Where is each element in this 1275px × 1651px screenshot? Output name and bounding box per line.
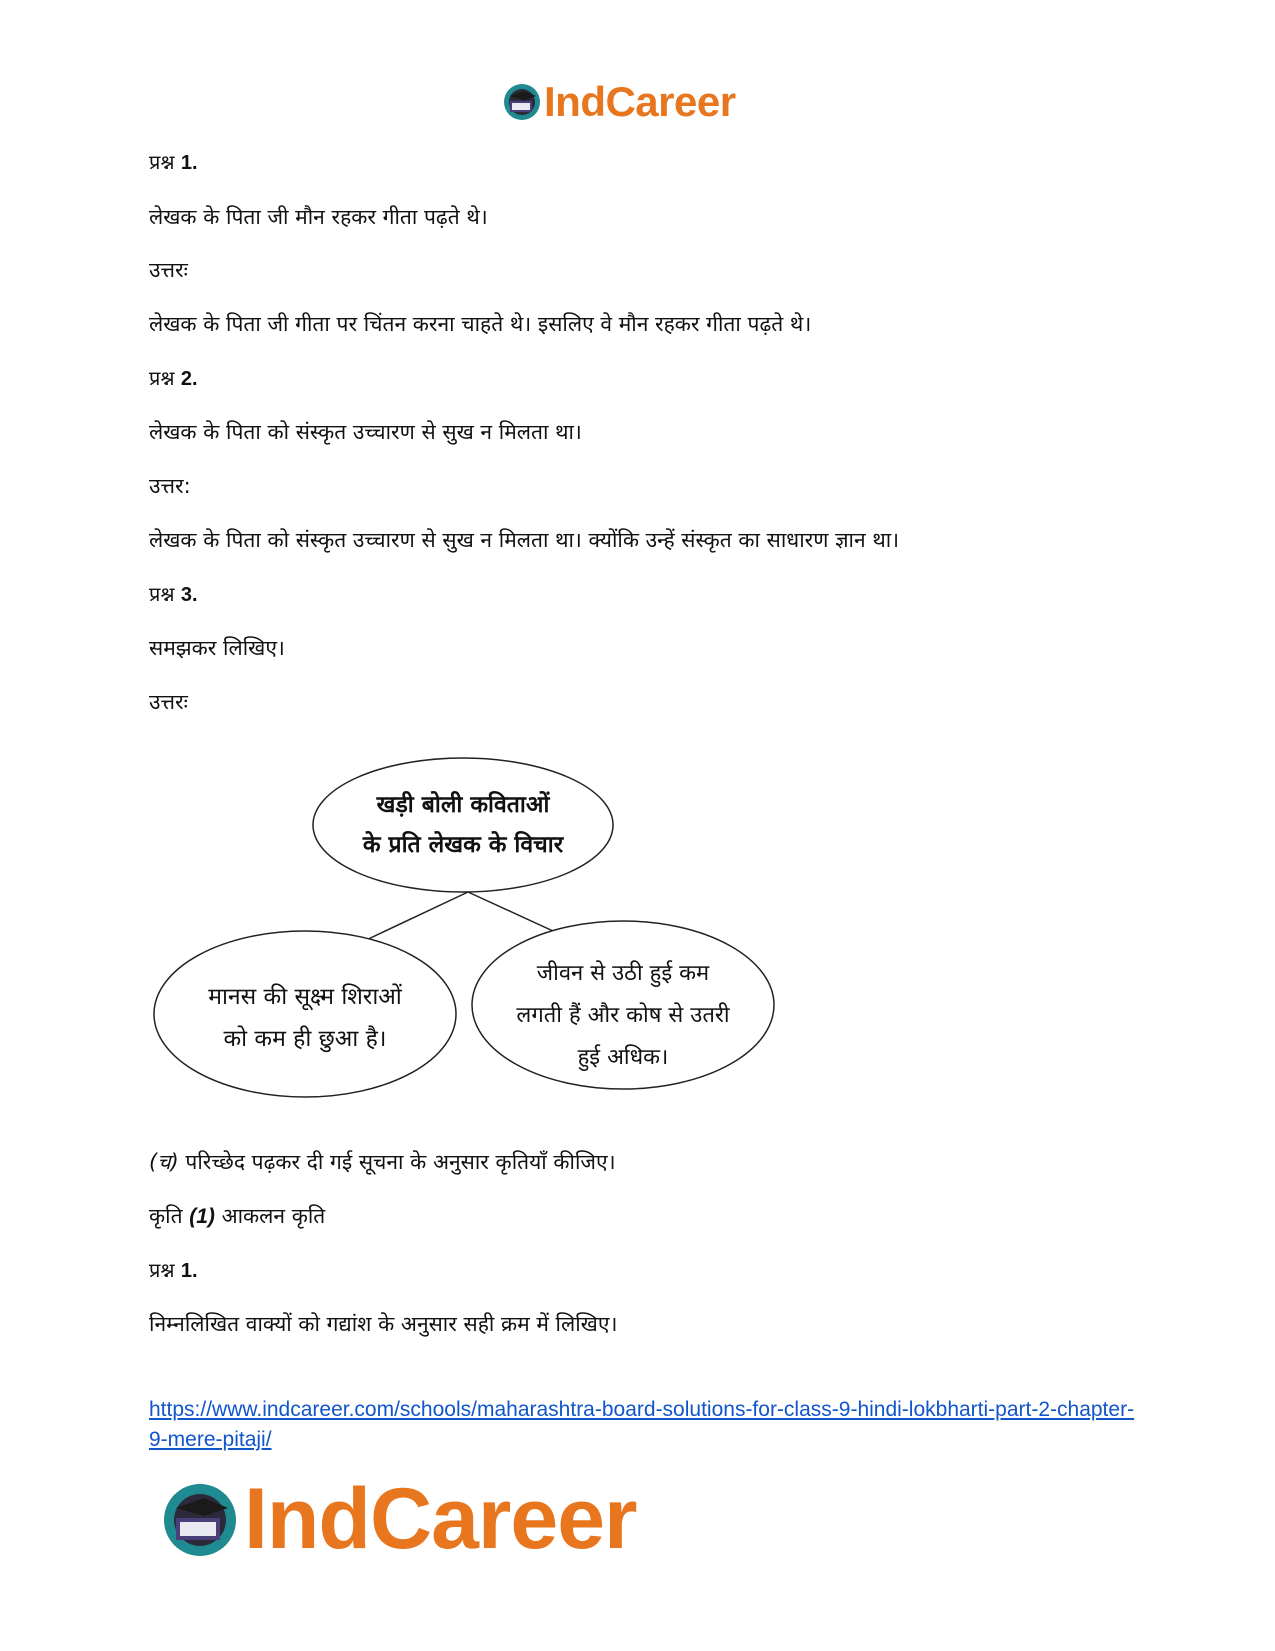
right-node-line-2: लगती हैं और कोष से उतरी <box>516 1003 730 1028</box>
question-heading: प्रश्न 3. <box>149 582 198 606</box>
answer-label: उत्तरः <box>149 258 188 282</box>
left-node-line-2: को कम ही छुआ है। <box>223 1026 387 1052</box>
question-heading: प्रश्न 1. <box>149 150 198 174</box>
kriti-heading: कृति (1) आकलन कृति <box>149 1204 326 1228</box>
question-text: लेखक के पिता जी मौन रहकर गीता पढ़ते थे। <box>149 205 488 229</box>
header-logo <box>502 78 736 126</box>
question-text: लेखक के पिता को संस्कृत उच्चारण से सुख न मिलता था। <box>149 420 582 444</box>
left-node-line-1: मानस की सूक्ष्म शिराओं <box>208 984 402 1010</box>
top-node-line-2: के प्रति लेखक के विचार <box>362 832 564 858</box>
top-node-line-1: खड़ी बोली कविताओं <box>376 792 550 818</box>
graduation-book-icon <box>160 1480 240 1560</box>
footer-logo <box>160 1470 637 1569</box>
question-heading: प्रश्न 1. <box>149 1258 198 1282</box>
question-heading: प्रश्न 2. <box>149 366 198 390</box>
answer-label: उत्तर: <box>149 474 191 498</box>
task-instruction: (च) परिच्छेद पढ़कर दी गई सूचना के अनुसार कृतियाँ कीजिए। <box>149 1150 616 1174</box>
brand-name: IndCareer <box>544 78 736 125</box>
answer-text: लेखक के पिता जी गीता पर चिंतन करना चाहते थे। इसलिए वे मौन रहकर गीता पढ़ते थे। <box>149 312 812 336</box>
right-node-line-3: हुई अधिक। <box>577 1045 669 1070</box>
left-node <box>154 931 456 1097</box>
concept-diagram <box>150 750 800 1110</box>
graduation-book-icon <box>502 82 542 122</box>
right-node-line-1: जीवन से उठी हुई कम <box>536 961 710 986</box>
question-text: समझकर लिखिए। <box>149 636 285 660</box>
brand-name: IndCareer <box>244 1471 637 1567</box>
top-node <box>313 758 613 892</box>
answer-label: उत्तरः <box>149 690 188 714</box>
answer-text: लेखक के पिता को संस्कृत उच्चारण से सुख न मिलता था। क्योंकि उन्हें संस्कृत का साधारण ज्ञान था। <box>149 528 900 552</box>
question-text: निम्नलिखित वाक्यों को गद्यांश के अनुसार सही क्रम में लिखिए। <box>149 1312 618 1336</box>
task-marker: (च) <box>149 1150 179 1174</box>
source-link[interactable]: https://www.indcareer.com/schools/maharashtra-board-solutions-for-class-9-hindi-lokbharti-part-2-chapter-9-mere-pitaji/ <box>149 1398 1135 1451</box>
